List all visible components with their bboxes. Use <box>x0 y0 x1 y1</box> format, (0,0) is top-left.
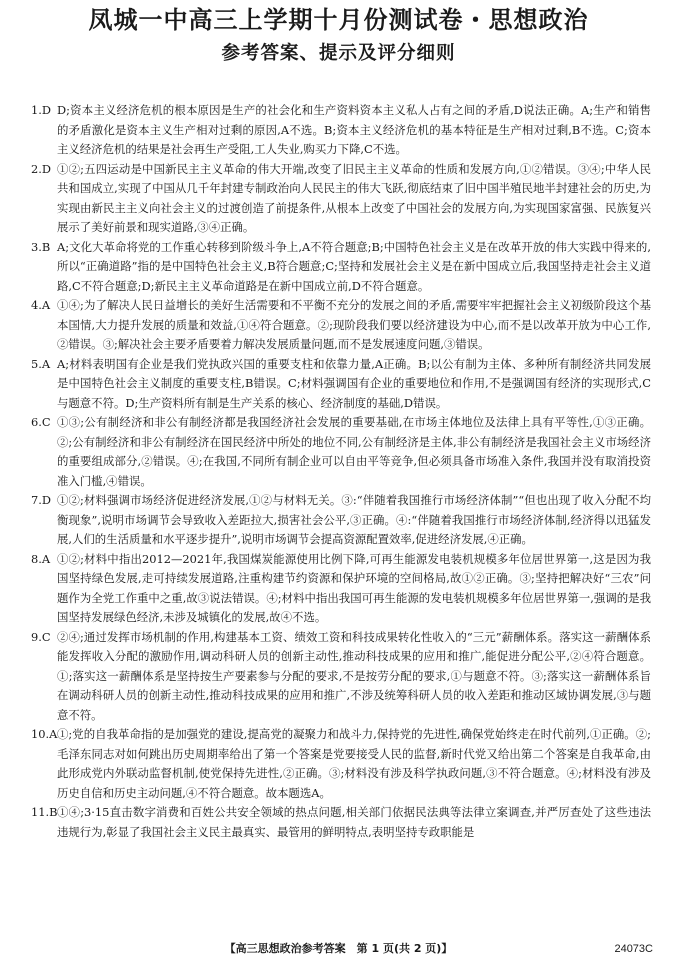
answer-explanation: ①②;材料中指出2012—2021年,我国煤炭能源使用比例下降,可再生能源发电装机规模多年位居世界第一,这是因为我国坚持绿色发展,走可持续发展道路,注重构建节约资源和保护环境的空间格局,故①②正确。③;坚持把解决好“三农”问题作为全党工作重中之重,故③说法错误。④;材料中指出我国可再生能源的发电装机规模多年位居世界第一,强调的是我国坚持发展绿色经济,未涉及城镇化的发展,故④不选。 <box>57 551 651 624</box>
page-subtitle: 参考答案、提示及评分细则 <box>221 43 456 64</box>
answer-explanation: ①②;材料强调市场经济促进经济发展,①②与材料无关。③:“伴随着我国推行市场经济体制”“但也出现了收入分配不均衡现象”,说明市场调节会导致收入差距拉大,损害社会公平,③正确。④:“伴随着我国推行市场经济体制,经济得以迅猛发展,人们的生活质量和水平逐步提升”,说明市场调节会提高资源配置效率,促进经济发展,④正确。 <box>57 493 651 546</box>
answer-explanation: ②④;通过发挥市场机制的作用,构建基本工资、绩效工资和科技成果转化性收入的“三元”薪酬体系。落实这一薪酬体系能发挥收入分配的激励作用,调动科研人员的创新主动性,推动科技成果的应用和推广,能促进分配公平,②④符合题意。①;落实这一薪酬体系是坚持按生产要素参与分配的要求,不是按劳分配的要求,①与题意不符。③;落实这一薪酬体系旨在调动科研人员的创新主动性,推动科技成果的应用和推广,不涉及统筹科研人员的收入差距和推动区域协调发展,③与题意不符。 <box>57 629 651 722</box>
answer-item <box>31 491 651 550</box>
answer-item <box>31 355 651 414</box>
answer-explanation: A;文化大革命将党的工作重心转移到阶级斗争上,A不符合题意;B;中国特色社会主义是在改革开放的伟大实践中得来的,所以“正确道路”指的是中国特色社会主义,B符合题意;C;坚持和发展社会主义是在新中国成立后,我国坚持走社会主义道路,C不符合题意;D;新民主主义革命道路是在新中国成立前,D不符合题意。 <box>57 239 651 293</box>
answer-explanation: ①④;3·15直击数字消费和百姓公共安全领域的热点问题,相关部门依据民法典等法律立案调查,并严厉查处了这些违法违规行为,彰显了我国社会主义民主最真实、最管用的鲜明特点,表明坚持专政职能是 <box>57 805 651 839</box>
page-footer <box>0 940 677 958</box>
answer-number: 6.C <box>31 415 51 429</box>
answer-explanation: A;材料表明国有企业是我们党执政兴国的重要支柱和依靠力量,A正确。B;以公有制为主体、多种所有制经济共同发展是中国特色社会主义制度的重要支柱,B错误。C;材料强调国有企业的重要地位和作用,不是强调国有经济的实现形式,C与题意不符。D;生产资料所有制是生产关系的核心、经济制度的基础,D错误。 <box>57 356 651 410</box>
answer-number: 2.D <box>31 161 52 176</box>
answer-explanation: ①;党的自我革命指的是加强党的建设,提高党的凝聚力和战斗力,保持党的先进性,确保党始终走在时代前列,①正确。②;毛泽东同志对如何跳出历史周期率给出了第一个答案是党要接受人民的监督,新时代党又给出第二个答案是自我革命,由此形成党内外联动监督机制,使党保持先进性,②正确。③;材料没有涉及科学执政问题,③不符合题意。④;材料没有涉及历史自信和历史主动问题,④不符合题意。故本题选A。 <box>57 727 651 800</box>
document-code: 24073C <box>614 943 653 955</box>
answer-number: 11.B <box>31 805 58 819</box>
answer-item <box>31 550 651 628</box>
answer-number: 5.A <box>31 356 51 371</box>
answer-item <box>31 725 651 803</box>
answer-item <box>31 803 651 842</box>
page-title: 凤城一中高三上学期十月份测试卷・思想政治 <box>88 6 589 34</box>
answer-number: 8.A <box>31 551 51 566</box>
answer-item <box>31 101 651 160</box>
answer-item <box>31 238 651 297</box>
answer-explanation: ①④;为了解决人民日益增长的美好生活需要和不平衡不充分的发展之间的矛盾,需要牢牢把握社会主义初级阶段这个基本国情,大力提升发展的质量和效益,①④符合题意。②;现阶段我们要以经济建设为中心,而不是以改革开放为中心工作,②错误。③;解决社会主要矛盾要着力解决发展质量问题,而不是发展速度问题,③错误。 <box>57 298 651 351</box>
answer-number: 3.B <box>31 239 51 254</box>
answer-number: 10.A <box>31 727 58 741</box>
answer-list <box>31 101 651 842</box>
answer-number: 9.C <box>31 629 51 644</box>
answer-item <box>31 628 651 726</box>
answer-item <box>31 160 651 238</box>
answer-explanation: ①③;公有制经济和非公有制经济都是我国经济社会发展的重要基础,在市场主体地位及法律上具有平等性,①③正确。②;公有制经济和非公有制经济在国民经济中所处的地位不同,公有制经济是主体,非公有制经济是我国社会主义市场经济的重要组成部分,②错误。④;在我国,不同所有制企业可以自由平等竞争,但必须具备市场准入条件,我国并没有取消投资准入门槛,④错误。 <box>57 415 651 488</box>
answer-explanation: D;资本主义经济危机的根本原因是生产的社会化和生产资料资本主义私人占有之间的矛盾,D说法正确。A;生产和销售的矛盾激化是资本主义生产相对过剩的原因,A不选。B;资本主义经济危机的基本特征是生产相对过剩,B不选。C;资本主义经济危机的结果是社会再生产受阻,工人失业,购买力下降,C不选。 <box>57 103 651 156</box>
answer-number: 4.A <box>31 298 51 312</box>
answer-number: 1.D <box>31 103 52 117</box>
answer-item <box>31 296 651 355</box>
answer-item <box>31 413 651 491</box>
answer-explanation: ①②;五四运动是中国新民主主义革命的伟大开端,改变了旧民主主义革命的性质和发展方向,①②错误。③④;中华人民共和国成立,实现了中国从几千年封建专制政治向人民民主的伟大飞跃,彻底结束了旧中国半殖民地半封建社会的历史,为实现由新民主主义向社会主义的过渡创造了前提条件,从根本上改变了中国社会的发展方向,为实现国家富强、民族复兴展示了美好前景和现实道路,③④正确。 <box>57 161 651 234</box>
answer-number: 7.D <box>31 493 52 507</box>
page-number-label: 【高三思想政治参考答案 第 1 页(共 2 页)】 <box>224 942 453 955</box>
